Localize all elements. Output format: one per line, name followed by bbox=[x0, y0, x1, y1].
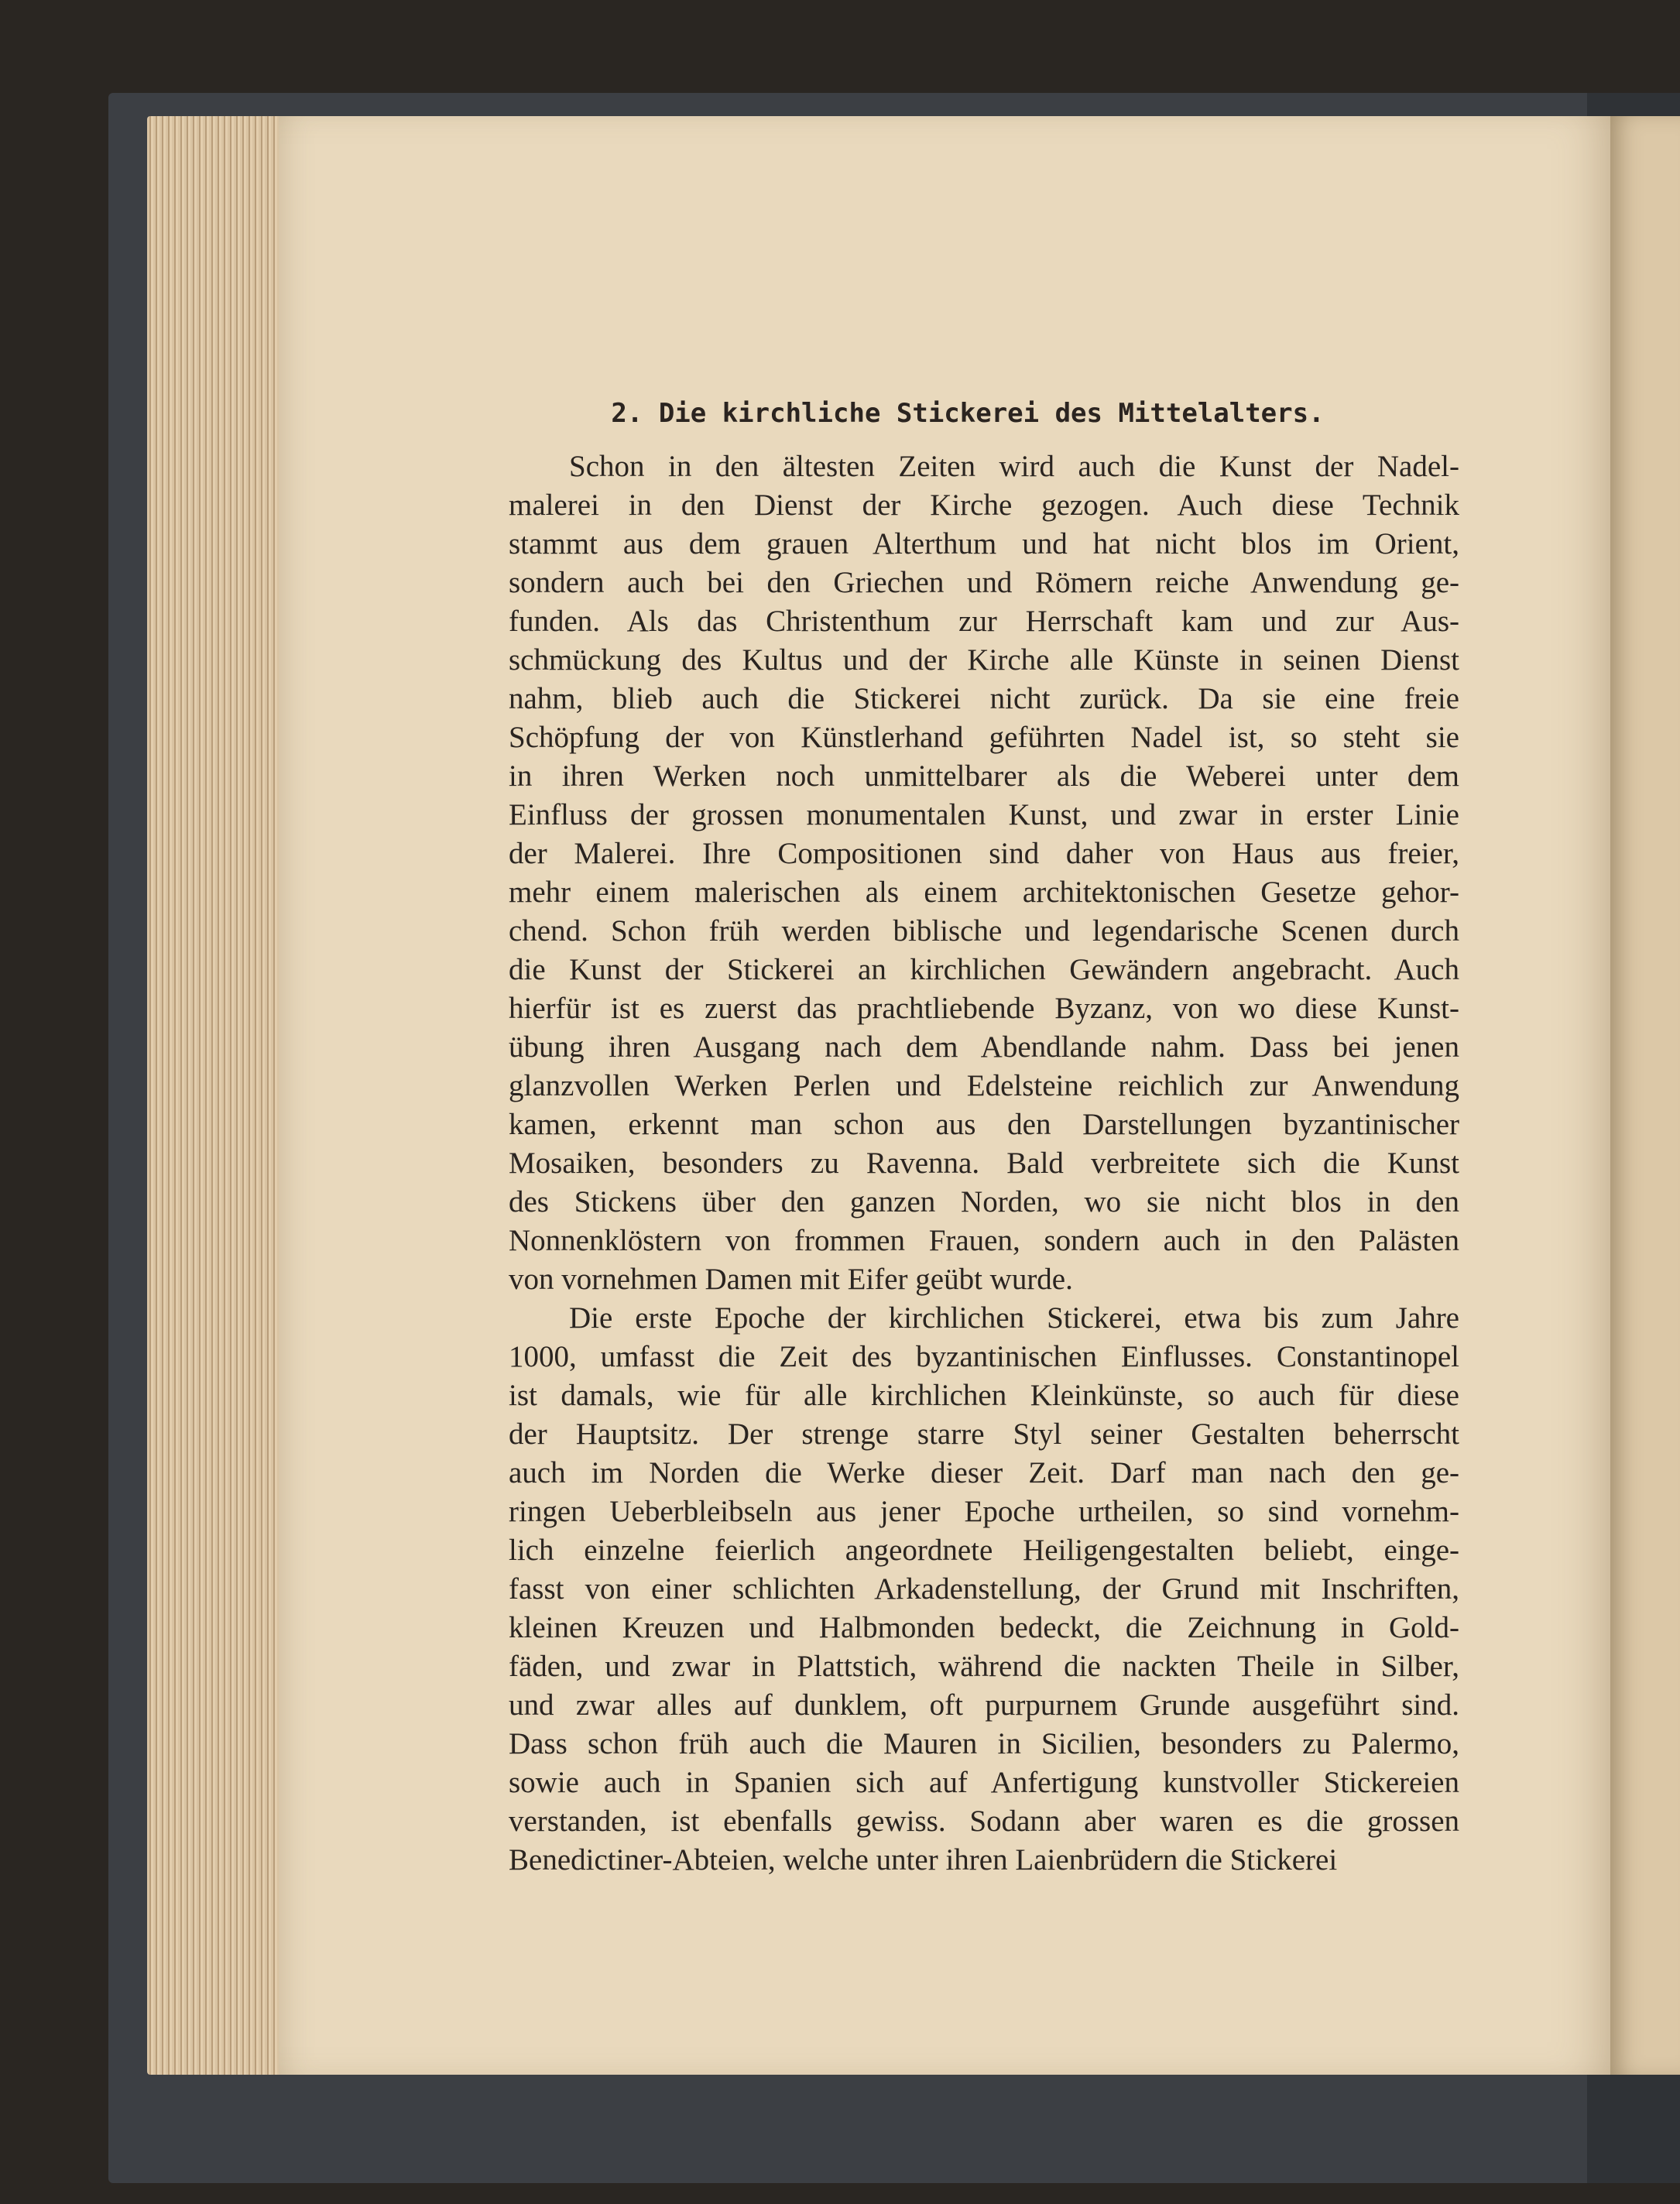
text-line: funden. Als das Christenthum zur Herrschaft kam und zur Aus- bbox=[509, 605, 1459, 638]
text-line: hierfür ist es zuerst das prachtliebende Byzanz, von wo diese Kunst- bbox=[509, 992, 1459, 1025]
text-line: Dass schon früh auch die Mauren in Sicilien, besonders zu Palermo, bbox=[509, 1727, 1459, 1760]
page-edges bbox=[147, 116, 294, 2075]
text-line: 1000, umfasst die Zeit des byzantinischen Einflusses. Constantinopel bbox=[509, 1340, 1459, 1373]
text-line: die Kunst der Stickerei an kirchlichen Gewändern angebracht. Auch bbox=[509, 953, 1459, 986]
text-line: glanzvollen Werken Perlen und Edelsteine reichlich zur Anwendung bbox=[509, 1069, 1459, 1102]
text-line: fäden, und zwar in Plattstich, während die nackten Theile in Silber, bbox=[509, 1650, 1459, 1683]
text-line: chend. Schon früh werden biblische und legendarische Scenen durch bbox=[509, 914, 1459, 948]
text-line: Einfluss der grossen monumentalen Kunst, und zwar in erster Linie bbox=[509, 798, 1459, 831]
text-line: stammt aus dem grauen Alterthum und hat nicht blos im Orient, bbox=[509, 527, 1459, 560]
text-line: nahm, blieb auch die Stickerei nicht zurück. Da sie eine freie bbox=[509, 682, 1459, 715]
text-line: Nonnenklöstern von frommen Frauen, sondern auch in den Palästen bbox=[509, 1224, 1459, 1257]
text-line: ringen Ueberbleibseln aus jener Epoche urtheilen, so sind vornehm- bbox=[509, 1495, 1459, 1528]
text-line: der Hauptsitz. Der strenge starre Styl seiner Gestalten beherrscht bbox=[509, 1417, 1459, 1451]
text-line: sondern auch bei den Griechen und Römern reiche Anwendung ge- bbox=[509, 566, 1459, 599]
facing-page-edge bbox=[1610, 116, 1680, 2075]
book-page bbox=[279, 116, 1610, 2075]
text-line: kamen, erkennt man schon aus den Darstellungen byzantinischer bbox=[509, 1108, 1459, 1141]
text-line: der Malerei. Ihre Compositionen sind daher von Haus aus freier, bbox=[509, 837, 1459, 870]
text-line: sowie auch in Spanien sich auf Anfertigung kunstvoller Stickereien bbox=[509, 1766, 1459, 1799]
text-line: des Stickens über den ganzen Norden, wo sie nicht blos in den bbox=[509, 1185, 1459, 1219]
text-line: ist damals, wie für alle kirchlichen Kleinkünste, so auch für diese bbox=[509, 1379, 1459, 1412]
text-line: auch im Norden die Werke dieser Zeit. Darf man nach den ge- bbox=[509, 1456, 1459, 1489]
text-line: von vornehmen Damen mit Eifer geübt wurde. bbox=[509, 1263, 1073, 1296]
text-line: Schon in den ältesten Zeiten wird auch die Kunst der Nadel- bbox=[569, 450, 1459, 483]
text-line: kleinen Kreuzen und Halbmonden bedeckt, die Zeichnung in Gold- bbox=[509, 1611, 1459, 1644]
text-line: Die erste Epoche der kirchlichen Stickerei, etwa bis zum Jahre bbox=[569, 1301, 1459, 1335]
text-line: lich einzelne feierlich angeordnete Heiligengestalten beliebt, einge- bbox=[509, 1534, 1459, 1567]
body-text bbox=[509, 447, 1459, 1880]
text-line: übung ihren Ausgang nach dem Abendlande nahm. Dass bei jenen bbox=[509, 1030, 1459, 1064]
text-line: in ihren Werken noch unmittelbarer als die Weberei unter dem bbox=[509, 759, 1459, 793]
text-line: malerei in den Dienst der Kirche gezogen. Auch diese Technik bbox=[509, 488, 1459, 522]
paragraph bbox=[509, 447, 1459, 1299]
text-line: mehr einem malerischen als einem architektonischen Gesetze gehor- bbox=[509, 876, 1459, 909]
paragraph bbox=[509, 1299, 1459, 1880]
text-line: schmückung des Kultus und der Kirche alle Künste in seinen Dienst bbox=[509, 643, 1459, 677]
text-line: verstanden, ist ebenfalls gewiss. Sodann aber waren es die grossen bbox=[509, 1805, 1459, 1838]
text-line: Mosaiken, besonders zu Ravenna. Bald verbreitete sich die Kunst bbox=[509, 1147, 1459, 1180]
section-heading: 2. Die kirchliche Stickerei des Mittelalters. bbox=[611, 398, 1325, 429]
text-line: Benedictiner-Abteien, welche unter ihren Laienbrüdern die Stickerei bbox=[509, 1843, 1338, 1877]
text-line: Schöpfung der von Künstlerhand geführten Nadel ist, so steht sie bbox=[509, 721, 1459, 754]
text-line: und zwar alles auf dunklem, oft purpurnem Grunde ausgeführt sind. bbox=[509, 1688, 1459, 1722]
text-line: fasst von einer schlichten Arkadenstellung, der Grund mit Inschriften, bbox=[509, 1572, 1459, 1606]
